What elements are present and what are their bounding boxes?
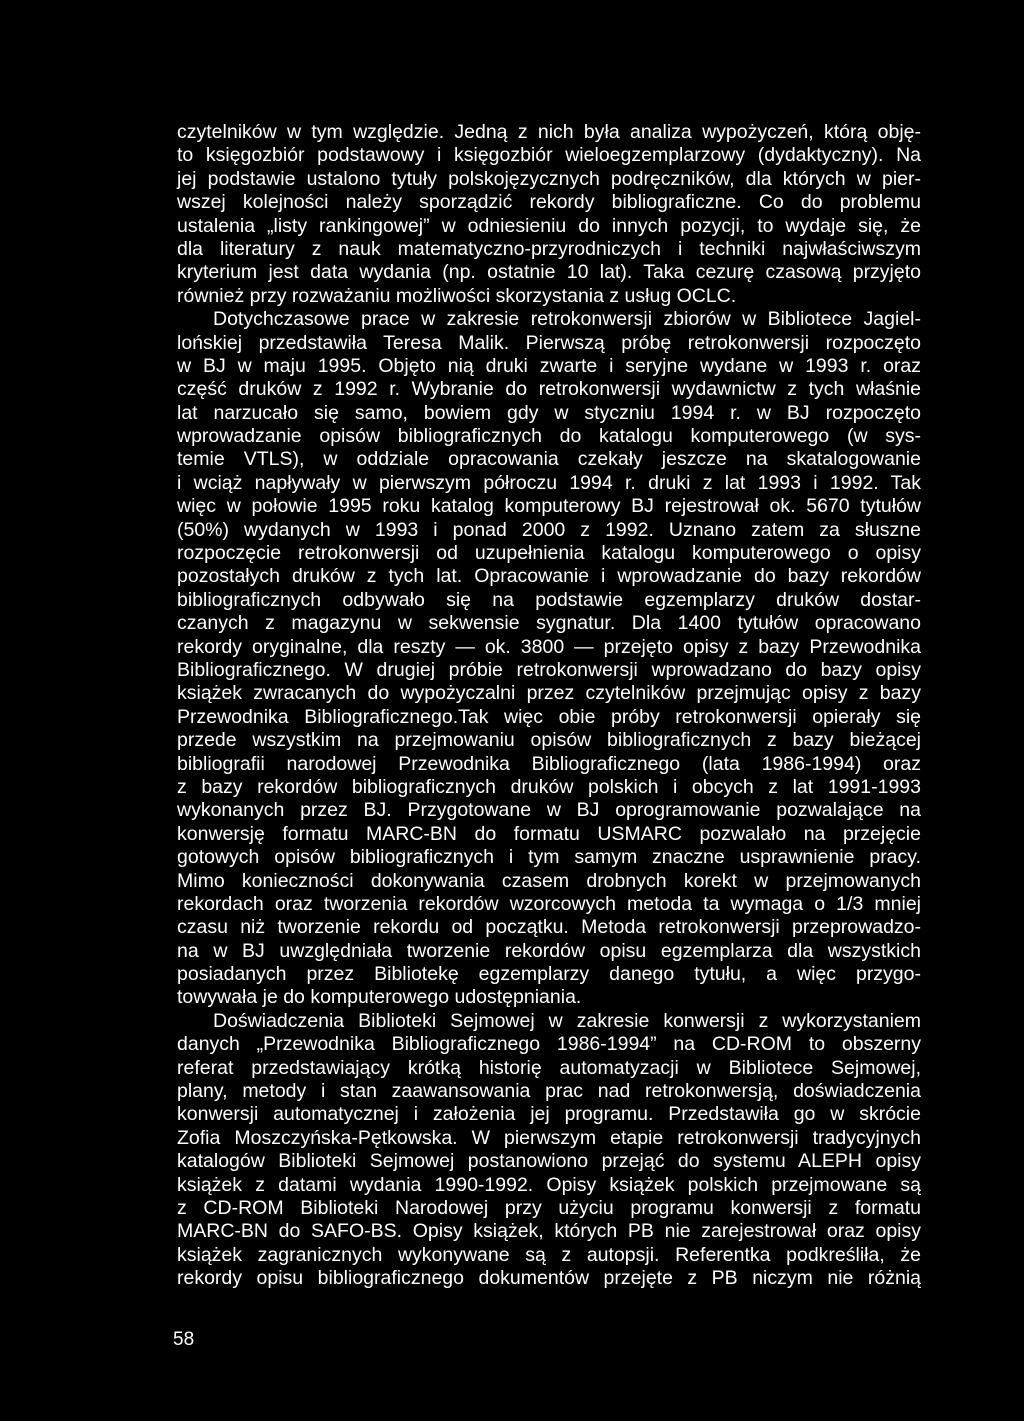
- text-line: czanych z magazynu w sekwensie sygnatur. Dla 1400 tytułów opracowano: [177, 612, 921, 635]
- text-line: konwersji automatycznej i założenia jej programu. Przedstawiła go w skrócie: [177, 1103, 921, 1126]
- text-line: pozostałych druków z tych lat. Opracowanie i wprowadzanie do bazy rekordów: [177, 565, 921, 588]
- text-line: dla literatury z nauk matematyczno-przyrodniczych i techniki najwłaściwszym: [177, 237, 921, 260]
- text-line: książek z datami wydania 1990-1992. Opisy książek polskich przejmowane są: [177, 1173, 921, 1196]
- text-line: czytelników w tym względzie. Jedną z nich była analiza wypożyczeń, którą obję-: [177, 121, 921, 143]
- text-line: danych „Przewodnika Bibliograficznego 1986-1994” na CD-ROM to obszerny: [177, 1033, 921, 1056]
- text-line: książek zwracanych do wypożyczalni przez czytelników przejmując opisy z bazy: [177, 682, 921, 705]
- text-line: z CD-ROM Biblioteki Narodowej przy użyciu programu konwersji z formatu: [177, 1196, 921, 1219]
- text-line: ustalenia „listy rankingowej” w odniesieniu do innych pozycji, to wydaje się, że: [177, 214, 921, 237]
- text-line: i wciąż napływały w pierwszym półroczu 1994 r. druki z lat 1993 i 1992. Tak: [177, 471, 921, 494]
- text-line: gotowych opisów bibliograficznych i tym samym znaczne usprawnienie pracy.: [177, 846, 921, 869]
- text-line: Bibliograficznego. W drugiej próbie retrokonwersji wprowadzano do bazy opisy: [177, 658, 921, 681]
- text-line: więc w połowie 1995 roku katalog komputerowy BJ rejestrował ok. 5670 tytułów: [177, 495, 921, 518]
- text-line: jej podstawie ustalono tytuły polskojęzycznych podręczników, dla których w pier-: [177, 167, 921, 190]
- text-line: wykonanych przez BJ. Przygotowane w BJ oprogramowanie pozwalające na: [177, 799, 921, 822]
- text-line: plany, metody i stan zaawansowania prac nad retrokonwersją, doświadczenia: [177, 1080, 921, 1103]
- text-line: katalogów Biblioteki Sejmowej postanowiono przejąć do systemu ALEPH opisy: [177, 1150, 921, 1173]
- page-number: 58: [173, 1329, 195, 1350]
- text-line: kryterium jest data wydania (np. ostatnie 10 lat). Taka cezurę czasową przyjęto: [177, 261, 921, 284]
- text-line: bibliografii narodowej Przewodnika Bibliograficznego (lata 1986-1994) oraz: [177, 752, 921, 775]
- text-line: Mimo konieczności dokonywania czasem drobnych korekt w przejmowanych: [177, 869, 921, 892]
- text-line: wprowadzanie opisów bibliograficznych do katalogu komputerowego (w sys-: [177, 425, 921, 448]
- text-line: na w BJ uwzględniała tworzenie rekordów opisu egzemplarza dla wszystkich: [177, 939, 921, 962]
- text-line: Dotychczasowe prace w zakresie retrokonwersji zbiorów w Bibliotece Jagiel-: [213, 308, 921, 331]
- body-text: [177, 121, 921, 1291]
- text-line: wszej kolejności należy sporządzić rekordy bibliograficzne. Co do problemu: [177, 191, 921, 214]
- text-line: to księgozbiór podstawowy i księgozbiór wieloegzemplarzowy (dydaktyczny). Na: [177, 144, 921, 167]
- text-line: towywała je do komputerowego udostępniania.: [177, 986, 582, 1009]
- text-line: rekordy oryginalne, dla reszty — ok. 3800 — przejęto opisy z bazy Przewodnika: [177, 635, 921, 658]
- text-line: Przewodnika Bibliograficznego.Tak więc obie próby retrokonwersji opierały się: [177, 705, 921, 728]
- text-line: część druków z 1992 r. Wybranie do retrokonwersji wydawnictw z tych właśnie: [177, 378, 921, 401]
- text-line: książek zagranicznych wykonywane są z autopsji. Referentka podkreśliła, że: [177, 1243, 921, 1266]
- text-line: w BJ w maju 1995. Objęto nią druki zwarte i seryjne wydane w 1993 r. oraz: [177, 354, 921, 377]
- text-line: rekordy opisu bibliograficznego dokumentów przejęte z PB niczym nie różnią: [177, 1267, 921, 1290]
- text-line: rozpoczęcie retrokonwersji od uzupełnienia katalogu komputerowego o opisy: [177, 542, 921, 565]
- text-line: również przy rozważaniu możliwości skorzystania z usług OCLC.: [177, 284, 737, 307]
- text-line: referat przedstawiający krótką historię automatyzacji w Bibliotece Sejmowej,: [177, 1056, 921, 1079]
- text-line: konwersję formatu MARC-BN do formatu USMARC pozwalało na przejęcie: [177, 822, 921, 845]
- text-line: temie VTLS), w oddziale opracowania czekały jeszcze na skatalogowanie: [177, 448, 921, 471]
- text-line: bibliograficznych odbywało się na podstawie egzemplarzy druków dostar-: [177, 588, 921, 611]
- text-line: MARC-BN do SAFO-BS. Opisy książek, których PB nie zarejestrował oraz opisy: [177, 1220, 921, 1243]
- text-line: rekordach oraz tworzenia rekordów wzorcowych metoda ta wymaga o 1/3 mniej: [177, 892, 921, 915]
- text-line: Doświadczenia Biblioteki Sejmowej w zakresie konwersji z wykorzystaniem: [213, 1009, 921, 1032]
- text-line: (50%) wydanych w 1993 i ponad 2000 z 1992. Uznano zatem za słuszne: [177, 518, 921, 541]
- text-line: lońskiej przedstawiła Teresa Malik. Pierwszą próbę retrokonwersji rozpoczęto: [177, 331, 921, 354]
- text-line: lat narzucało się samo, bowiem gdy w styczniu 1994 r. w BJ rozpoczęto: [177, 401, 921, 424]
- text-line: z bazy rekordów bibliograficznych druków polskich i obcych z lat 1991-1993: [177, 775, 921, 798]
- text-line: posiadanych przez Bibliotekę egzemplarzy danego tytułu, a więc przygo-: [177, 963, 921, 986]
- text-line: czasu niż tworzenie rekordu od początku. Metoda retrokonwersji przeprowadzo-: [177, 916, 921, 939]
- text-line: przede wszystkim na przejmowaniu opisów bibliograficznych z bazy bieżącej: [177, 729, 921, 752]
- text-line: Zofia Moszczyńska-Pętkowska. W pierwszym etapie retrokonwersji tradycyjnych: [177, 1126, 921, 1149]
